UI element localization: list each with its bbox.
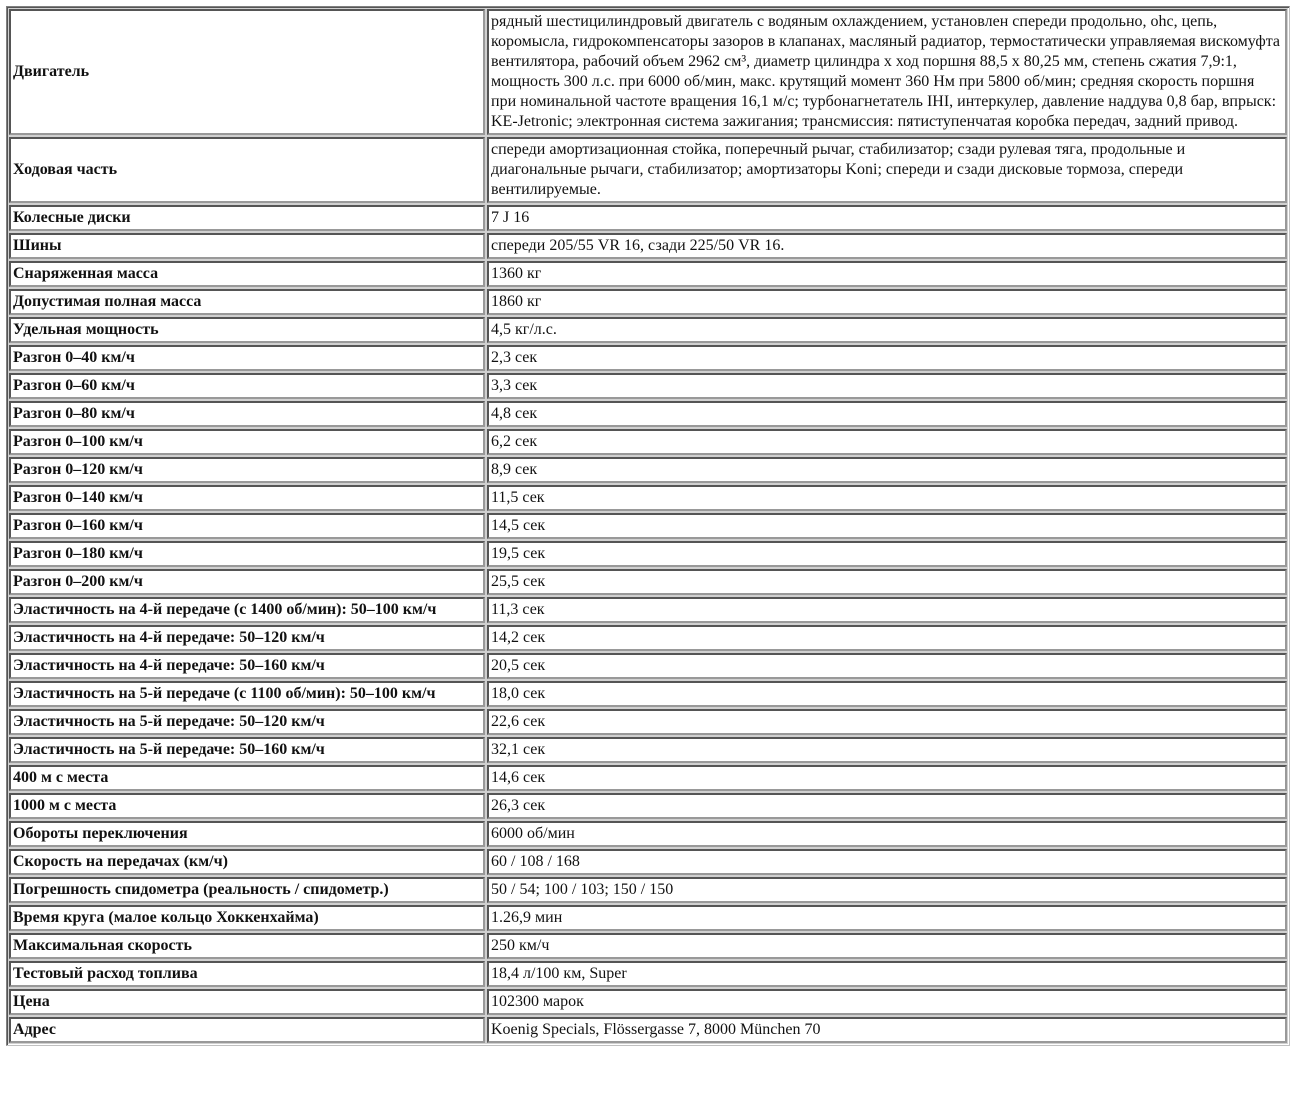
- spec-label: Разгон 0–40 км/ч: [9, 345, 485, 371]
- spec-value: 19,5 сек: [487, 541, 1287, 567]
- spec-value: 32,1 сек: [487, 737, 1287, 763]
- table-row: [9, 653, 1287, 679]
- spec-label: Эластичность на 4-й передаче (с 1400 об/мин): 50–100 км/ч: [9, 597, 485, 623]
- table-row: [9, 681, 1287, 707]
- spec-label: Разгон 0–140 км/ч: [9, 485, 485, 511]
- table-row: [9, 429, 1287, 455]
- spec-label: Цена: [9, 989, 485, 1015]
- spec-value: 6000 об/мин: [487, 821, 1287, 847]
- spec-value: 14,5 сек: [487, 513, 1287, 539]
- table-row: [9, 933, 1287, 959]
- spec-value: 50 / 54; 100 / 103; 150 / 150: [487, 877, 1287, 903]
- table-row: [9, 793, 1287, 819]
- spec-label: Удельная мощность: [9, 317, 485, 343]
- table-row: [9, 597, 1287, 623]
- table-row: [9, 989, 1287, 1015]
- table-row: [9, 205, 1287, 231]
- specifications-table-body: [9, 9, 1287, 1043]
- table-row: [9, 905, 1287, 931]
- spec-value: 14,6 сек: [487, 765, 1287, 791]
- spec-value: 7 J 16: [487, 205, 1287, 231]
- table-row: [9, 877, 1287, 903]
- table-row: [9, 373, 1287, 399]
- spec-value: 11,5 сек: [487, 485, 1287, 511]
- table-row: [9, 233, 1287, 259]
- table-row: [9, 289, 1287, 315]
- spec-value: 6,2 сек: [487, 429, 1287, 455]
- spec-value: Koenig Specials, Flössergasse 7, 8000 München 70: [487, 1017, 1287, 1043]
- table-row: [9, 849, 1287, 875]
- table-row: [9, 261, 1287, 287]
- spec-label: Погрешность спидометра (реальность / спидометр.): [9, 877, 485, 903]
- spec-value: 8,9 сек: [487, 457, 1287, 483]
- spec-value: 11,3 сек: [487, 597, 1287, 623]
- spec-value: 3,3 сек: [487, 373, 1287, 399]
- specifications-table: [6, 6, 1290, 1046]
- spec-value: 26,3 сек: [487, 793, 1287, 819]
- spec-value: 4,5 кг/л.с.: [487, 317, 1287, 343]
- spec-label: Разгон 0–80 км/ч: [9, 401, 485, 427]
- spec-label: Время круга (малое кольцо Хоккенхайма): [9, 905, 485, 931]
- table-row: [9, 821, 1287, 847]
- table-row: [9, 137, 1287, 203]
- spec-value: 250 км/ч: [487, 933, 1287, 959]
- spec-label: 400 м с места: [9, 765, 485, 791]
- spec-value: 1860 кг: [487, 289, 1287, 315]
- table-row: [9, 457, 1287, 483]
- spec-value: 18,4 л/100 км, Super: [487, 961, 1287, 987]
- spec-label: 1000 м с места: [9, 793, 485, 819]
- spec-value: рядный шестицилиндровый двигатель с водяным охлаждением, установлен спереди продольно, ohc, цепь, коромысла, гидрокомпенсаторы зазоров в клапанах, масляный радиатор, термостатически управляемая вискомуфта вентилятора, рабочий объем 2962 см³, диаметр цилиндра х ход поршня 88,5 х 80,25 мм, степень сжатия 7,9:1, мощность 300 л.с. при 6000 об/мин, макс. крутящий момент 360 Нм при 5800 об/мин; средняя скорость поршня при номинальной частоте вращения 16,1 м/с; турбонагнетатель IHI, интеркулер, давление наддува 0,8 бар, впрыск: KE-Jetronic; электронная система зажигания; трансмиссия: пятиступенчатая коробка передач, задний привод.: [487, 9, 1287, 135]
- spec-value: 4,8 сек: [487, 401, 1287, 427]
- spec-label: Разгон 0–200 км/ч: [9, 569, 485, 595]
- table-row: [9, 1017, 1287, 1043]
- spec-label: Допустимая полная масса: [9, 289, 485, 315]
- spec-label: Обороты переключения: [9, 821, 485, 847]
- table-row: [9, 709, 1287, 735]
- spec-value: 22,6 сек: [487, 709, 1287, 735]
- spec-label: Колесные диски: [9, 205, 485, 231]
- spec-value: 1.26,9 мин: [487, 905, 1287, 931]
- spec-label: Эластичность на 5-й передаче: 50–120 км/ч: [9, 709, 485, 735]
- table-row: [9, 961, 1287, 987]
- spec-label: Адрес: [9, 1017, 485, 1043]
- table-row: [9, 9, 1287, 135]
- spec-value: спереди амортизационная стойка, поперечный рычаг, стабилизатор; сзади рулевая тяга, продольные и диагональные рычаги, стабилизатор; амортизаторы Koni; спереди и сзади дисковые тормоза, спереди вентилируемые.: [487, 137, 1287, 203]
- spec-label: Разгон 0–100 км/ч: [9, 429, 485, 455]
- spec-value: 2,3 сек: [487, 345, 1287, 371]
- spec-label: Разгон 0–180 км/ч: [9, 541, 485, 567]
- spec-label: Тестовый расход топлива: [9, 961, 485, 987]
- spec-label: Скорость на передачах (км/ч): [9, 849, 485, 875]
- table-row: [9, 485, 1287, 511]
- table-row: [9, 513, 1287, 539]
- spec-value: 1360 кг: [487, 261, 1287, 287]
- spec-value: 18,0 сек: [487, 681, 1287, 707]
- spec-value: 60 / 108 / 168: [487, 849, 1287, 875]
- spec-label: Максимальная скорость: [9, 933, 485, 959]
- table-row: [9, 737, 1287, 763]
- table-row: [9, 625, 1287, 651]
- spec-label: Ходовая часть: [9, 137, 485, 203]
- table-row: [9, 345, 1287, 371]
- spec-value: спереди 205/55 VR 16, сзади 225/50 VR 16.: [487, 233, 1287, 259]
- spec-label: Снаряженная масса: [9, 261, 485, 287]
- table-row: [9, 541, 1287, 567]
- table-row: [9, 401, 1287, 427]
- spec-label: Двигатель: [9, 9, 485, 135]
- spec-value: 102300 марок: [487, 989, 1287, 1015]
- spec-label: Шины: [9, 233, 485, 259]
- spec-label: Разгон 0–160 км/ч: [9, 513, 485, 539]
- spec-value: 25,5 сек: [487, 569, 1287, 595]
- spec-label: Эластичность на 5-й передаче: 50–160 км/ч: [9, 737, 485, 763]
- spec-label: Эластичность на 4-й передаче: 50–120 км/ч: [9, 625, 485, 651]
- spec-value: 20,5 сек: [487, 653, 1287, 679]
- table-row: [9, 569, 1287, 595]
- table-row: [9, 765, 1287, 791]
- spec-label: Эластичность на 4-й передаче: 50–160 км/ч: [9, 653, 485, 679]
- spec-label: Разгон 0–120 км/ч: [9, 457, 485, 483]
- spec-label: Разгон 0–60 км/ч: [9, 373, 485, 399]
- spec-value: 14,2 сек: [487, 625, 1287, 651]
- table-row: [9, 317, 1287, 343]
- spec-label: Эластичность на 5-й передаче (с 1100 об/мин): 50–100 км/ч: [9, 681, 485, 707]
